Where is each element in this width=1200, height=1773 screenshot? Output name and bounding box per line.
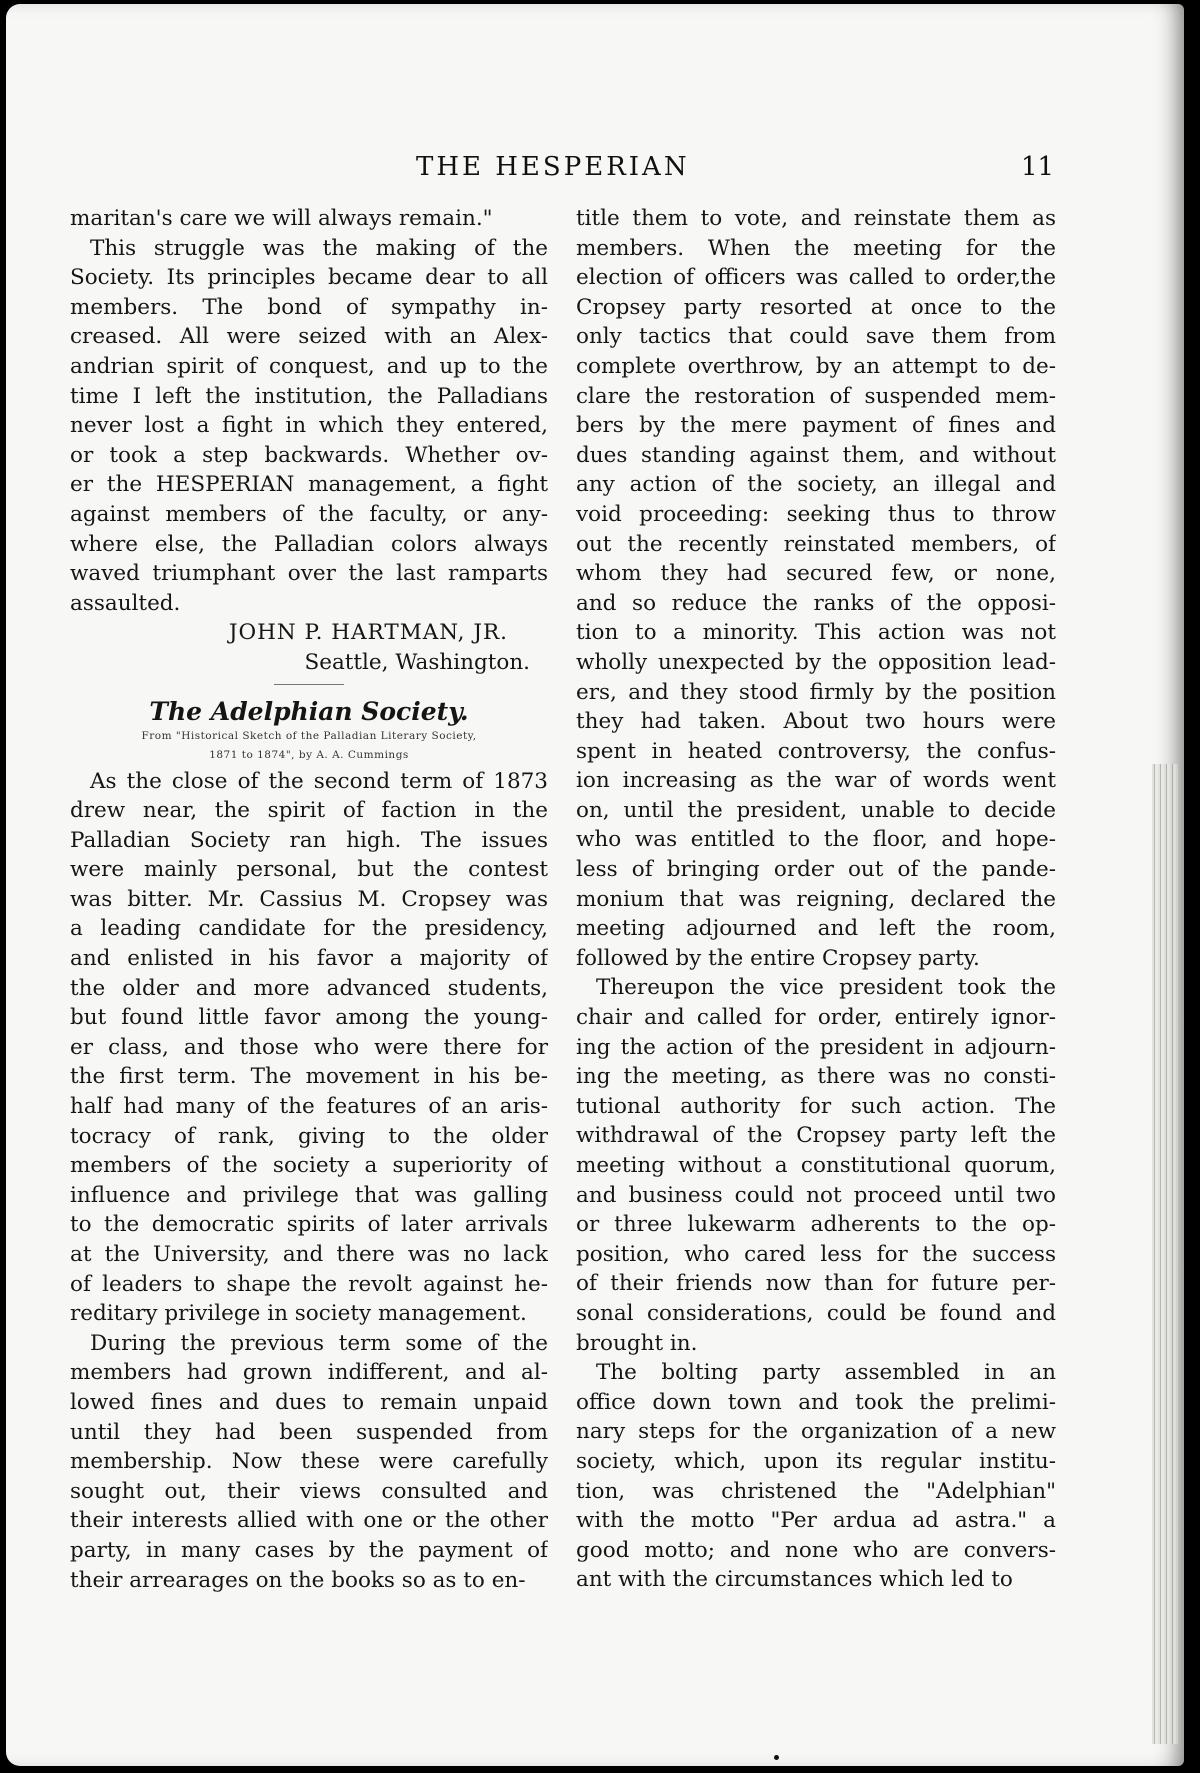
page-edge-shadow (1152, 764, 1178, 1744)
text-line: Cropsey party resorted at once to the (576, 294, 1056, 320)
text-line: of their friends now than for future per- (576, 1271, 1056, 1297)
text-line: chair and called for order, entirely ignor- (576, 1005, 1056, 1031)
text-line: with the motto "Per ardua ad astra." a (576, 1508, 1056, 1534)
text-line: their interests allied with one or the other (70, 1508, 548, 1534)
text-line: dues standing against them, and without (576, 442, 1056, 468)
text-line: sonal considerations, could be found and (576, 1300, 1056, 1326)
text-line: of leaders to shape the revolt against he- (70, 1271, 548, 1297)
journal-title: THE HESPERIAN (416, 152, 690, 182)
text-line: members had grown indifferent, and al- (70, 1360, 548, 1386)
text-line: less of bringing order out of the pande- (576, 857, 1056, 883)
text-line: on, until the president, unable to decide (576, 797, 1056, 823)
text-line: waved triumphant over the last ramparts (70, 561, 548, 587)
signature-place: Seattle, Washington. (304, 649, 530, 675)
text-line: until they had been suspended from (70, 1419, 548, 1445)
text-line: brought in. (576, 1330, 698, 1356)
text-line: Thereupon the vice president took the (596, 975, 1056, 1001)
running-header (6, 152, 1184, 182)
ink-speck (774, 1755, 779, 1760)
text-line: the older and more advanced students, (70, 975, 548, 1001)
text-line: title them to vote, and reinstate them as (576, 206, 1056, 231)
text-line: members. When the meeting for the (576, 235, 1056, 261)
text-line: assaulted. (70, 590, 181, 616)
text-line: at the University, and there was no lack (70, 1242, 548, 1267)
text-line: maritan's care we will always remain." (70, 206, 493, 231)
text-line: spent in heated controversy, the confus- (576, 738, 1056, 764)
text-line: good motto; and none who are convers- (576, 1537, 1056, 1563)
text-line: were mainly personal, but the contest (70, 857, 548, 883)
adelphian-article-start (70, 767, 548, 1596)
source-note-line-1: From "Historical Sketch of the Palladian Literary Society, (141, 729, 477, 742)
text-line: members. The bond of sympathy in- (70, 294, 548, 320)
text-line: During the previous term some of the (90, 1330, 548, 1356)
text-line: wholly unexpected by the opposition lead- (576, 649, 1056, 675)
text-line: andrian spirit of conquest, and up to the (70, 353, 548, 379)
text-line: members of the society a superiority of (70, 1153, 548, 1179)
adelphian-article-continued (576, 204, 1056, 1595)
text-line: ion increasing as the war of words went (576, 768, 1056, 794)
text-line: drew near, the spirit of faction in the (70, 798, 548, 824)
text-line: membership. Now these were carefully (70, 1449, 548, 1475)
text-line: any action of the society, an illegal and (576, 472, 1056, 498)
page-number: 11 (1021, 152, 1055, 182)
text-line: out the recently reinstated members, of (576, 531, 1056, 557)
text-line: The bolting party assembled in an (596, 1360, 1056, 1386)
text-line: who was entitled to the floor, and hope- (576, 827, 1056, 853)
text-line: party, in many cases by the payment of (70, 1537, 548, 1563)
text-line: Palladian Society ran high. The issues (70, 827, 548, 853)
text-line: the first term. The movement in his be- (70, 1064, 548, 1090)
text-line: monium that was reigning, declared the (576, 886, 1056, 912)
text-line: a leading candidate for the presidency, (70, 916, 548, 942)
text-line: office down town and took the prelimi- (576, 1389, 1056, 1415)
section-title: The Adelphian Society. (149, 696, 469, 726)
scanned-page (6, 4, 1184, 1766)
text-line: but found little favor among the young- (70, 1005, 548, 1031)
text-line: to the democratic spirits of later arrivals (70, 1212, 548, 1238)
text-line: election of officers was called to order,the (576, 265, 1056, 291)
text-line: position, who cared less for the success (576, 1241, 1056, 1267)
text-line: whom they had secured few, or none, (576, 561, 1056, 587)
text-line: only tactics that could save them from (576, 324, 1056, 350)
text-line: tion, was christened the "Adelphian" (576, 1478, 1056, 1504)
text-line: Society. Its principles became dear to all (70, 265, 548, 291)
text-line: and so reduce the ranks of the opposi- (576, 590, 1056, 616)
text-line: lowed fines and dues to remain unpaid (70, 1389, 548, 1415)
text-line: er the HESPERIAN management, a fight (70, 472, 548, 498)
text-line: creased. All were seized with an Alex- (70, 324, 548, 350)
text-line: tocracy of rank, giving to the older (70, 1123, 548, 1149)
text-line: ers, and they stood firmly by the position (576, 679, 1056, 705)
text-line: complete overthrow, by an attempt to de- (576, 353, 1056, 379)
text-line: half had many of the features of an aris- (70, 1094, 548, 1120)
text-line: ing the action of the president in adjourn- (576, 1034, 1056, 1060)
text-line: where else, the Palladian colors always (70, 531, 548, 557)
text-line: As the close of the second term of 1873 (90, 768, 548, 794)
text-line: influence and privilege that was galling (70, 1182, 548, 1208)
left-column (70, 204, 548, 1595)
text-line: society, which, upon its regular institu- (576, 1448, 1056, 1474)
text-line: clare the restoration of suspended mem- (576, 383, 1056, 409)
text-line: er class, and those who were there for (70, 1034, 548, 1060)
section-divider (274, 684, 344, 685)
text-line: against members of the faculty, or any- (70, 501, 548, 527)
text-line: followed by the entire Cropsey party. (576, 945, 980, 971)
text-line: This struggle was the making of the (90, 235, 548, 261)
text-line: or took a step backwards. Whether ov- (70, 442, 548, 468)
source-note-line-2: 1871 to 1874", by A. A. Cummings (209, 748, 409, 761)
text-line: and enlisted in his favor a majority of (70, 946, 548, 972)
text-line: ing the meeting, as there was no consti- (576, 1064, 1056, 1090)
text-line: withdrawal of the Cropsey party left the (576, 1123, 1056, 1149)
text-line: was bitter. Mr. Cassius M. Cropsey was (70, 886, 548, 912)
text-line: sought out, their views consulted and (70, 1478, 548, 1504)
text-line: bers by the mere payment of fines and (576, 413, 1056, 439)
text-line: tutional authority for such action. The (576, 1093, 1056, 1119)
hartman-letter-ending (70, 204, 548, 618)
text-line: they had taken. About two hours were (576, 709, 1056, 735)
text-line: meeting without a constitutional quorum, (576, 1153, 1056, 1178)
text-line: meeting adjourned and left the room, (576, 916, 1056, 942)
signature-name: JOHN P. HARTMAN, JR. (228, 620, 508, 646)
text-line: time I left the institution, the Palladians (70, 383, 548, 409)
text-line: reditary privilege in society management. (70, 1301, 527, 1327)
text-line: their arrearages on the books so as to en- (70, 1567, 526, 1593)
text-line: never lost a fight in which they entered, (70, 413, 548, 439)
text-line: ant with the circumstances which led to (576, 1567, 1013, 1593)
right-column (576, 204, 1056, 1595)
text-line: tion to a minority. This action was not (576, 620, 1056, 646)
text-line: or three lukewarm adherents to the op- (576, 1212, 1056, 1238)
text-line: void proceeding: seeking thus to throw (576, 501, 1056, 527)
text-line: nary steps for the organization of a new (576, 1419, 1056, 1445)
text-line: and business could not proceed until two (576, 1182, 1056, 1208)
